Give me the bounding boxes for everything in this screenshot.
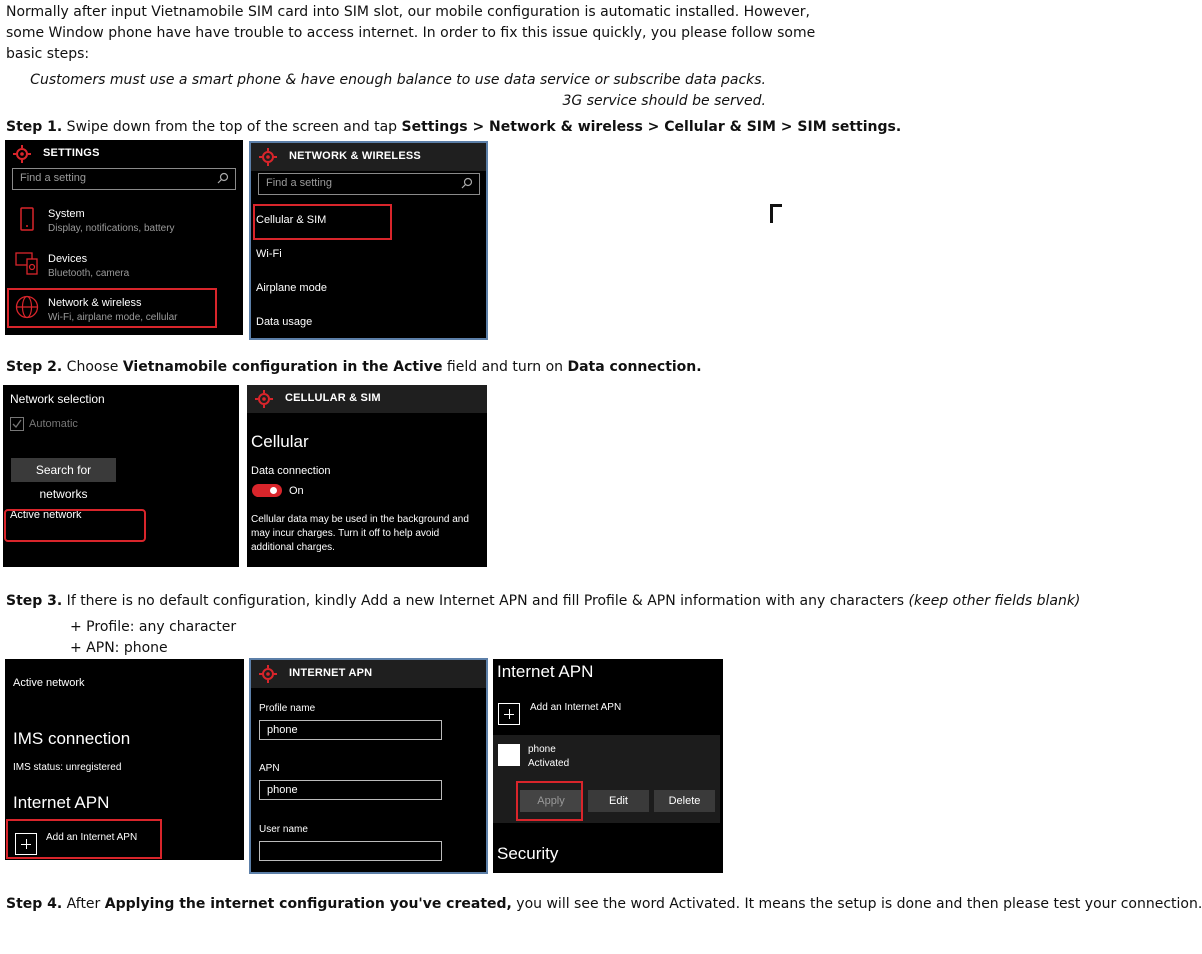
menu-item-airplane-mode[interactable]: Airplane mode <box>256 282 327 294</box>
step1-text: Swipe down from the top of the screen and tap <box>62 119 402 135</box>
settings-item-sub: Bluetooth, camera <box>48 268 130 279</box>
cellular-section-title: Cellular <box>251 432 309 451</box>
step3-bullet-apn: + APN: phone <box>70 640 168 656</box>
menu-item-cellular-sim[interactable]: Cellular & SIM <box>256 214 327 226</box>
profile-name-value: phone <box>267 724 298 736</box>
apn-field[interactable] <box>259 780 442 800</box>
cellular-title: CELLULAR & SIM <box>285 392 381 404</box>
step3-italic: (keep other fields blank) <box>908 593 1081 609</box>
network-selection-heading: Network selection <box>10 392 105 406</box>
note-line-2: 3G service should be served. <box>562 93 766 109</box>
apn-profile-item[interactable] <box>493 735 720 823</box>
internet-apn-title: Internet APN <box>497 662 594 681</box>
step3-bullet-profile: + Profile: any character <box>70 619 237 635</box>
step4-text: you will see the word Activated. It means the setup is done and then please test your connection. <box>511 896 1202 912</box>
checkbox-checked-icon <box>10 417 24 431</box>
search-placeholder: Find a setting <box>266 177 333 189</box>
settings-header <box>5 140 243 168</box>
plus-icon <box>498 703 520 725</box>
apply-button[interactable]: Apply <box>520 790 582 812</box>
settings-search-input[interactable] <box>12 168 236 190</box>
profile-tile <box>498 744 520 766</box>
cellular-sim-screenshot <box>247 385 487 567</box>
settings-item-sub: Display, notifications, battery <box>48 223 175 234</box>
network-wireless-screenshot <box>251 143 486 338</box>
step2-text: field and turn on <box>442 359 568 375</box>
step1-path: Settings > Network & wireless > Cellular & SIM > SIM settings. <box>401 119 902 135</box>
cellular-description-line: may incur charges. Turn it off to help avoid <box>251 528 440 539</box>
profile-name-label: Profile name <box>259 703 316 714</box>
highlight-box <box>253 204 392 240</box>
highlight-box <box>7 288 217 328</box>
cursor-bracket-mark <box>770 204 782 223</box>
toggle-state-label: On <box>289 485 304 497</box>
settings-item-label: System <box>48 208 85 220</box>
profile-status: Activated <box>528 758 570 769</box>
internet-apn-title: INTERNET APN <box>289 667 373 679</box>
ims-status-text: IMS status: unregistered <box>13 762 122 773</box>
active-network-label: Active network <box>13 677 85 689</box>
step1-label: Step 1. <box>6 119 63 135</box>
menu-item-data-usage[interactable]: Data usage <box>256 316 313 328</box>
gear-icon <box>255 390 273 408</box>
gear-icon <box>259 665 277 683</box>
menu-item-wifi[interactable]: Wi-Fi <box>256 248 282 260</box>
active-network-label[interactable]: Active network <box>10 509 82 521</box>
settings-screenshot <box>5 140 243 335</box>
step2-instruction <box>6 357 702 378</box>
phone-icon <box>19 207 35 231</box>
note-line-1: Customers must use a smart phone & have enough balance to use data service or subscribe data packs. <box>30 72 766 88</box>
network-title: NETWORK & WIRELESS <box>289 150 421 162</box>
automatic-label: Automatic <box>29 418 78 430</box>
step2-bold: Vietnamobile configuration in the Active <box>122 359 443 375</box>
cellular-header <box>247 385 487 413</box>
settings-item-label: Network & wireless <box>48 297 142 309</box>
internet-apn-header <box>251 660 486 688</box>
intro-line-3: basic steps: <box>6 46 90 62</box>
step4-text: After <box>62 896 105 912</box>
step2-label: Step 2. <box>6 359 63 375</box>
intro-line-2: some Window phone have have trouble to access internet. In order to fix this issue quickly, you please follow some <box>6 25 816 41</box>
data-connection-label: Data connection <box>251 465 331 477</box>
ims-apn-screenshot <box>5 659 244 860</box>
devices-icon <box>15 250 41 276</box>
profile-name: phone <box>528 744 556 755</box>
step2-bold: Data connection. <box>567 359 702 375</box>
step4-instruction <box>6 894 1202 915</box>
settings-title: SETTINGS <box>43 147 100 159</box>
network-search-input[interactable] <box>258 173 480 195</box>
apn-label: APN <box>259 763 280 774</box>
security-title: Security <box>497 844 559 863</box>
step3-text: If there is no default configuration, kindly Add a new Internet APN and fill Profile & APN information with any characters <box>62 593 909 609</box>
step3-label: Step 3. <box>6 593 63 609</box>
toggle-knob <box>270 487 277 494</box>
internet-apn-title: Internet APN <box>13 793 110 812</box>
highlight-box <box>4 509 146 542</box>
search-icon <box>217 172 229 184</box>
cellular-description-line: Cellular data may be used in the background and <box>251 514 469 525</box>
step4-bold: Applying the internet configuration you've created, <box>104 896 512 912</box>
ims-connection-title: IMS connection <box>13 729 131 748</box>
internet-apn-form-screenshot <box>251 660 486 872</box>
apn-value: phone <box>267 784 298 796</box>
highlight-box <box>516 781 583 821</box>
network-selection-screenshot <box>3 385 239 567</box>
edit-button[interactable]: Edit <box>588 790 649 812</box>
settings-item-label: Devices <box>48 253 88 265</box>
step1-instruction <box>6 117 901 138</box>
search-placeholder: Find a setting <box>20 172 87 184</box>
search-icon <box>461 177 473 189</box>
intro-line-1: Normally after input Vietnamobile SIM card into SIM slot, our mobile configuration is automatic installed. However, <box>6 4 810 20</box>
add-apn-label: Add an Internet APN <box>530 702 622 713</box>
gear-icon <box>259 148 277 166</box>
toggle-track <box>252 484 282 497</box>
cellular-description-line: additional charges. <box>251 542 335 553</box>
add-apn-label: Add an Internet APN <box>46 832 138 843</box>
user-name-label: User name <box>259 824 308 835</box>
highlight-box <box>6 819 162 859</box>
profile-name-field[interactable] <box>259 720 442 740</box>
step2-text: Choose <box>62 359 123 375</box>
step4-label: Step 4. <box>6 896 63 912</box>
network-header <box>251 143 486 171</box>
gear-icon <box>13 145 31 163</box>
apn-list-screenshot <box>493 659 723 873</box>
step3-instruction <box>6 591 1080 612</box>
delete-button[interactable]: Delete <box>654 790 715 812</box>
search-networks-button[interactable]: Search for networks <box>11 458 116 482</box>
settings-item-sub: Wi-Fi, airplane mode, cellular <box>48 312 178 323</box>
user-name-field[interactable] <box>259 841 442 861</box>
